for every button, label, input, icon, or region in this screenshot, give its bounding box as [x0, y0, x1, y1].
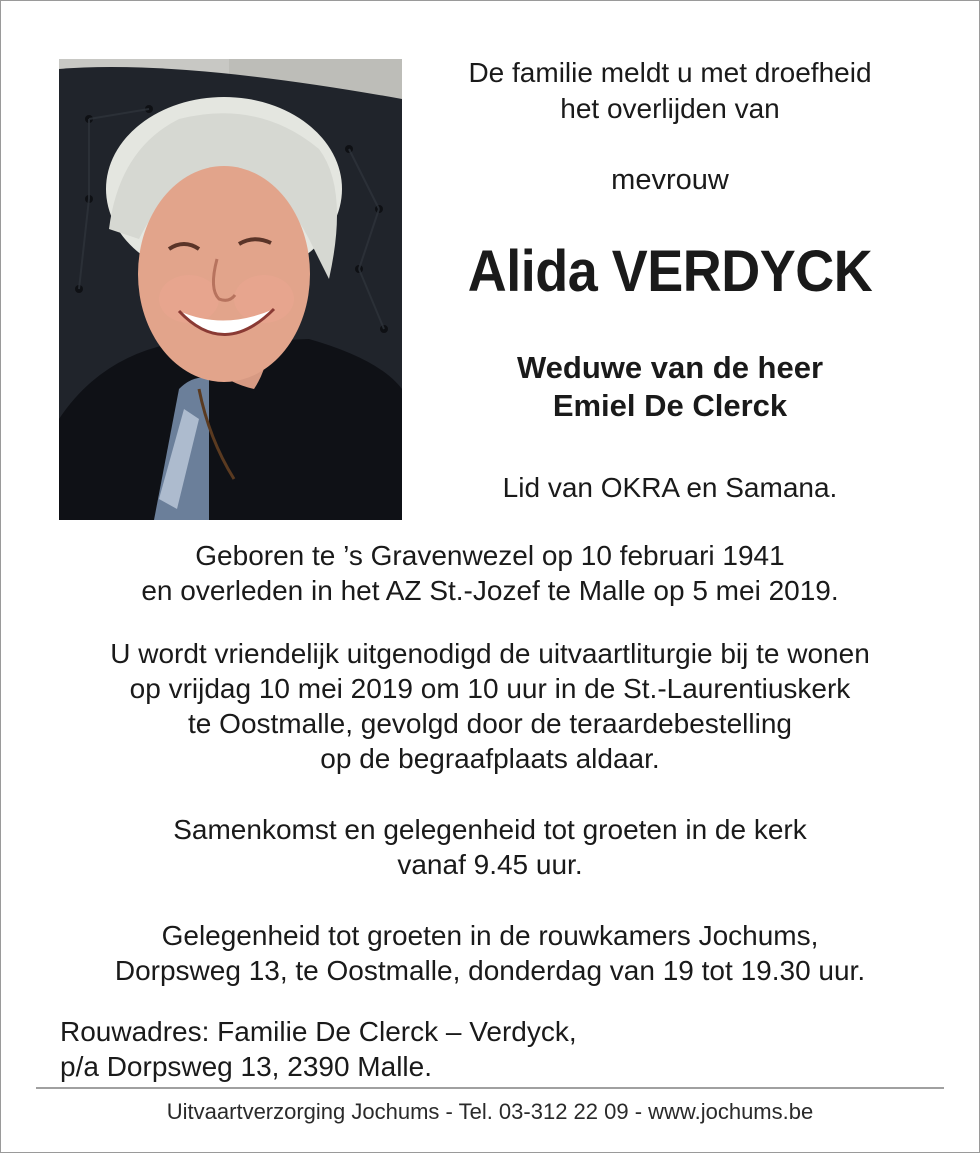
footer-divider [36, 1087, 944, 1089]
gathering-line: vanaf 9.45 uur. [397, 849, 583, 880]
viewing-line: Dorpsweg 13, te Oostmalle, donderdag van 19 tot 19.30 uur. [114, 955, 866, 986]
widow-of [430, 349, 910, 425]
intro-line: De familie meldt u met droefheid [468, 57, 872, 88]
funeral-home-footer: Uitvaartverzorging Jochums - Tel. 03-312 22 09 - www.jochums.be [166, 1099, 814, 1124]
widow-line: Emiel De Clerck [552, 388, 788, 423]
membership: Lid van OKRA en Samana. [502, 472, 838, 503]
birth-death-info [40, 538, 940, 608]
address-line: Rouwadres: Familie De Clerck – Verdyck, [60, 1016, 577, 1047]
widow-line: Weduwe van de heer [516, 350, 824, 385]
invitation-line: U wordt vriendelijk uitgenodigd de uitvaartliturgie bij te wonen [110, 638, 870, 669]
invitation-line: op de begraafplaats aldaar. [320, 743, 660, 774]
viewing-line: Gelegenheid tot groeten in de rouwkamers Jochums, [161, 920, 819, 951]
gathering-line: Samenkomst en gelegenheid tot groeten in de kerk [173, 814, 807, 845]
intro-line: het overlijden van [560, 93, 780, 124]
mourning-address [60, 1014, 760, 1084]
gathering-info [40, 812, 940, 882]
funeral-invitation [40, 636, 940, 776]
honorific: mevrouw [611, 164, 729, 196]
intro-text [430, 55, 910, 127]
birth-line: Geboren te ’s Gravenwezel op 10 februari 1941 [195, 540, 785, 571]
invitation-line: op vrijdag 10 mei 2019 om 10 uur in de St.-Laurentiuskerk [129, 673, 851, 704]
portrait-photo [59, 59, 402, 520]
viewing-info [40, 918, 940, 988]
address-line: p/a Dorpsweg 13, 2390 Malle. [60, 1051, 432, 1082]
death-line: en overleden in het AZ St.-Jozef te Malle op 5 mei 2019. [141, 575, 839, 606]
deceased-name: Alida VERDYCK [467, 239, 873, 304]
invitation-line: te Oostmalle, gevolgd door de teraardebestelling [188, 708, 792, 739]
